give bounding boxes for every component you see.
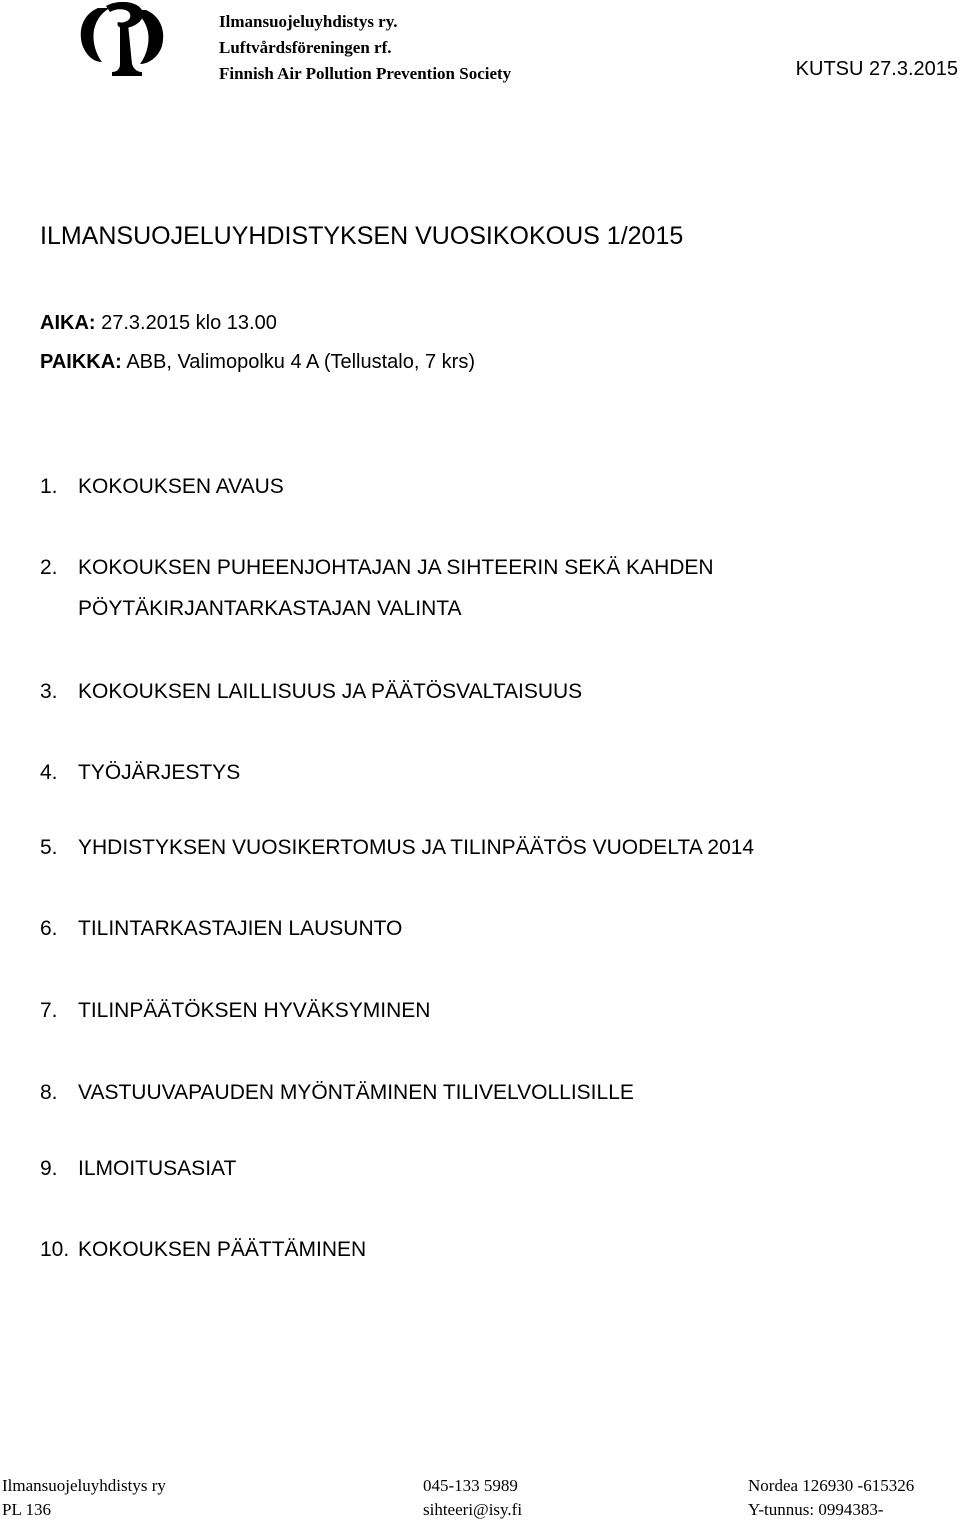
agenda-number: 9. [40,1157,58,1180]
place-label: PAIKKA: [40,351,122,373]
time-label: AIKA: [40,312,96,334]
agenda-text: KOKOUKSEN PÄÄTTÄMINEN [78,1238,367,1261]
agenda-item [40,466,284,507]
organization-names [219,9,511,87]
footer-organization [2,1474,166,1522]
agenda-text: TYÖJÄRJESTYS [78,761,241,784]
footer-contact [423,1474,522,1522]
agenda-number: 10. [40,1238,70,1261]
footer-po-box: PL 136 [2,1500,51,1519]
agenda-text: KOKOUKSEN LAILLISUUS JA PÄÄTÖSVALTAISUUS [78,680,583,703]
agenda-item [40,1072,634,1113]
agenda-number: 1. [40,475,58,498]
agenda-text: KOKOUKSEN PUHEENJOHTAJAN JA SIHTEERIN SEKÄ KAHDEN [78,556,714,579]
agenda-item [40,827,754,868]
document-title: ILMANSUOJELUYHDISTYKSEN VUOSIKOKOUS 1/2015 [40,222,684,250]
agenda-number: 8. [40,1081,58,1104]
place-value: ABB, Valimopolku 4 A (Tellustalo, 7 krs) [126,351,475,373]
agenda-text: TILINPÄÄTÖKSEN HYVÄKSYMINEN [78,999,431,1022]
agenda-number: 3. [40,680,58,703]
agenda-text: ILMOITUSASIAT [78,1157,237,1180]
org-name-en: Finnish Air Pollution Prevention Society [219,64,512,83]
agenda-item [40,1229,366,1270]
agenda-text: YHDISTYKSEN VUOSIKERTOMUS JA TILINPÄÄTÖS VUODELTA 2014 [78,836,755,859]
agenda-item [40,908,402,949]
agenda-item [40,752,240,793]
agenda-item [40,671,582,712]
agenda-number: 2. [40,556,58,579]
org-name-fi: Ilmansuojeluyhdistys ry. [219,12,398,31]
agenda-item [40,1148,236,1189]
meeting-place [40,351,475,374]
footer-org-name: Ilmansuojeluyhdistys ry [2,1476,166,1495]
footer-bank-account: Nordea 126930 -615326 [748,1476,915,1495]
agenda-number: 5. [40,836,58,859]
agenda-number: 7. [40,999,58,1022]
agenda-item [40,547,714,629]
footer-business-id: Y-tunnus: 0994383- [748,1500,884,1519]
agenda-text-wrap [78,547,714,629]
org-name-sv: Luftvårdsföreningen rf. [219,38,392,57]
agenda-item [40,990,430,1031]
agenda-number: 4. [40,761,58,784]
invitation-date: KUTSU 27.3.2015 [795,58,958,80]
footer-phone: 045-133 5989 [423,1476,518,1495]
meeting-time [40,312,277,335]
time-value: 27.3.2015 klo 13.00 [101,312,277,334]
agenda-text: KOKOUKSEN AVAUS [78,475,284,498]
footer-bank [748,1474,914,1522]
isy-logo-icon [76,2,168,76]
agenda-number: 6. [40,917,58,940]
agenda-text: VASTUUVAPAUDEN MYÖNTÄMINEN TILIVELVOLLISILLE [78,1081,634,1104]
footer-email[interactable]: sihteeri@isy.fi [423,1500,523,1519]
agenda-text-continued: PÖYTÄKIRJANTARKASTAJAN VALINTA [78,597,462,620]
agenda-text: TILINTARKASTAJIEN LAUSUNTO [78,917,403,940]
